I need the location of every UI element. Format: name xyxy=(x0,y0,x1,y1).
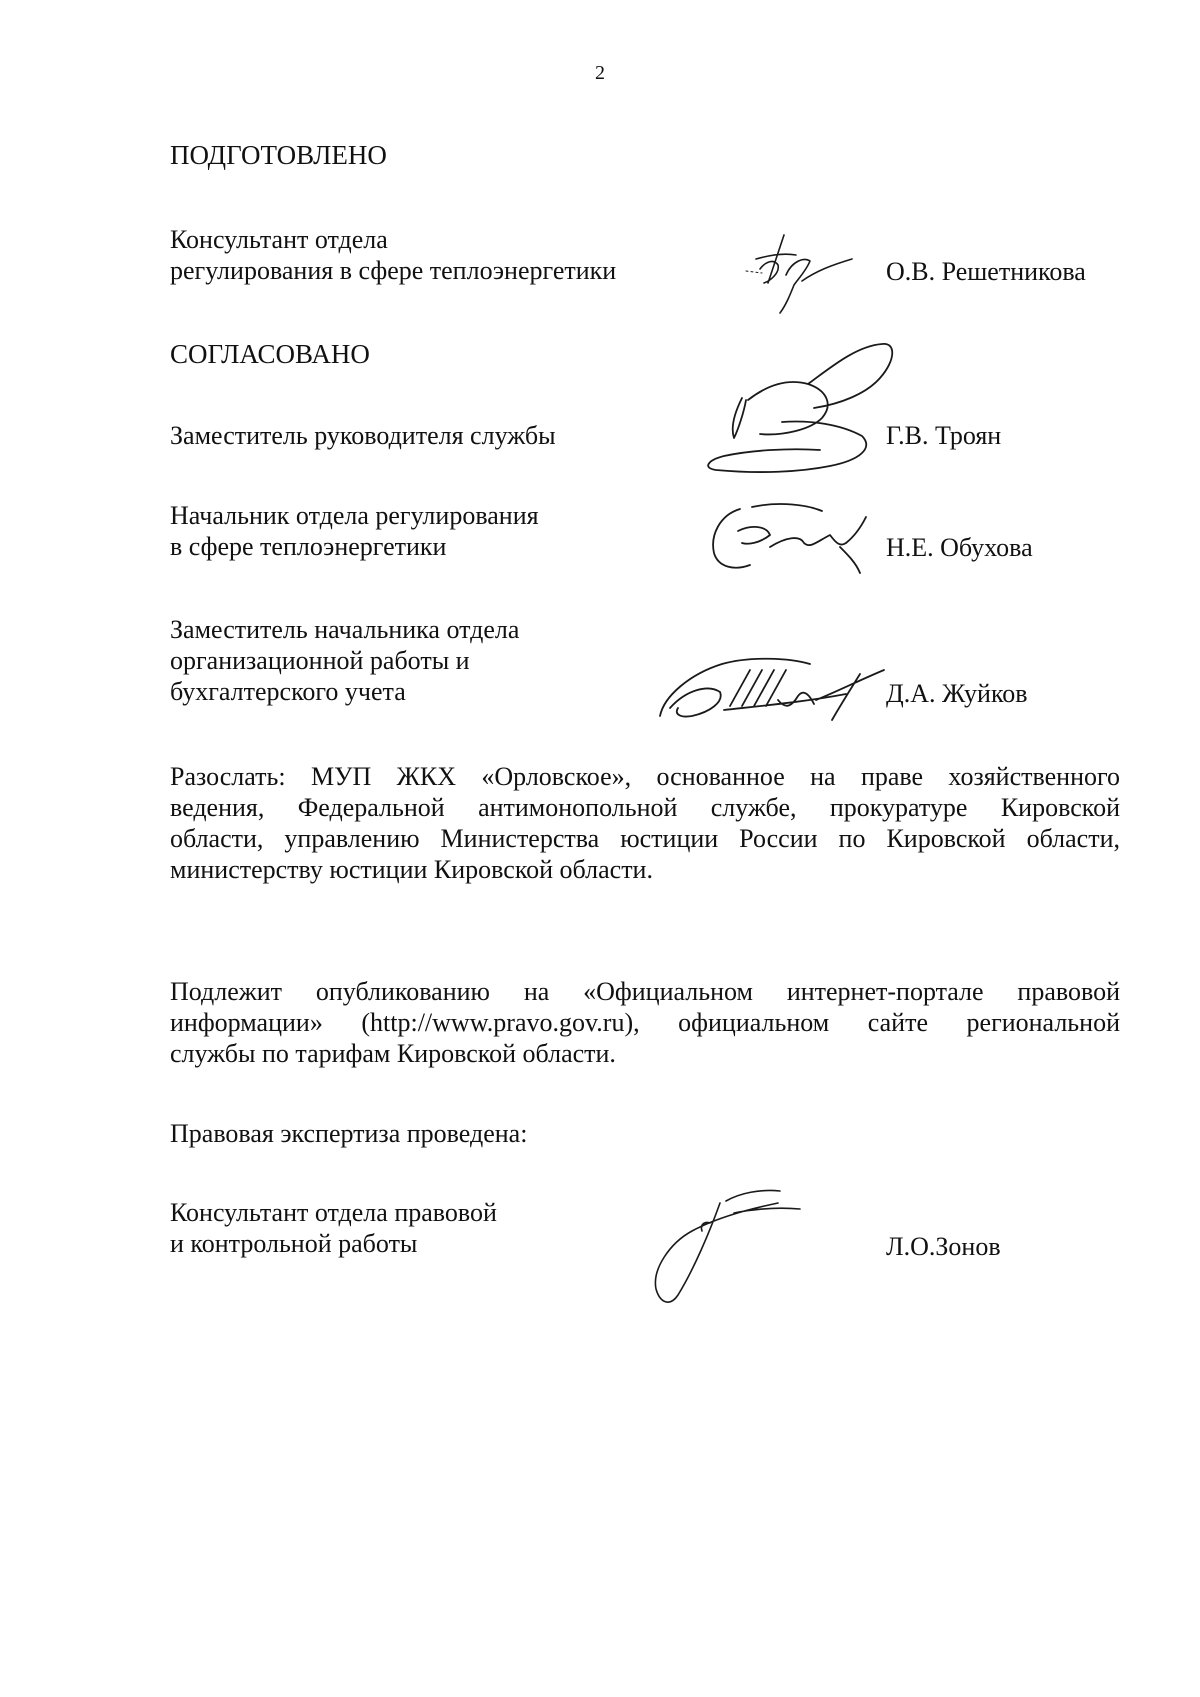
distribution-paragraph xyxy=(170,761,1120,885)
prepared-position xyxy=(170,224,690,286)
prepared-position-line: Консультант отдела xyxy=(170,225,388,254)
signer-position-line: Заместитель руководителя службы xyxy=(170,421,556,450)
signer-position-line: организационной работы и xyxy=(170,646,470,675)
page-number: 2 xyxy=(595,62,605,84)
legal-review-position-line: и контрольной работы xyxy=(170,1229,418,1258)
distribution-line: Разослать: МУП ЖКХ «Орловское», основанное на праве хозяйственного xyxy=(170,762,1120,791)
publication-line: службы по тарифам Кировской области. xyxy=(170,1039,616,1068)
prepared-name: О.В. Решетникова xyxy=(886,257,1086,286)
legal-review-position xyxy=(170,1197,690,1259)
signer-position xyxy=(170,420,690,451)
legal-review-heading: Правовая экспертиза проведена: xyxy=(170,1119,528,1148)
publication-line: Подлежит опубликованию на «Официальном интернет-портале правовой xyxy=(170,977,1120,1006)
signer-name: Н.Е. Обухова xyxy=(886,533,1033,562)
signer-position xyxy=(170,500,690,562)
signature-obukhova xyxy=(690,495,870,585)
prepared-heading: ПОДГОТОВЛЕНО xyxy=(170,140,387,170)
publication-line: информации» (http://www.pravo.gov.ru), официальном сайте региональной xyxy=(170,1008,1120,1037)
signer-position xyxy=(170,614,690,707)
legal-review-position-line: Консультант отдела правовой xyxy=(170,1198,497,1227)
signer-position-line: Начальник отдела регулирования xyxy=(170,501,539,530)
publication-paragraph xyxy=(170,976,1120,1069)
signature-troyan xyxy=(690,338,910,493)
agreed-heading: СОГЛАСОВАНО xyxy=(170,339,370,369)
prepared-position-line: регулирования в сфере теплоэнергетики xyxy=(170,256,617,285)
signature-zhuykov xyxy=(640,650,900,735)
distribution-line: области, управлению Министерства юстиции России по Кировской области, xyxy=(170,824,1120,853)
signature-reshetnikova xyxy=(740,225,860,320)
legal-review-name: Л.О.Зонов xyxy=(886,1232,1001,1261)
signature-zonov xyxy=(630,1185,820,1315)
signer-position-line: бухгалтерского учета xyxy=(170,677,406,706)
distribution-line: министерству юстиции Кировской области. xyxy=(170,855,653,884)
signer-name: Г.В. Троян xyxy=(886,421,1002,450)
distribution-line: ведения, Федеральной антимонопольной службе, прокуратуре Кировской xyxy=(170,793,1120,822)
signer-position-line: в сфере теплоэнергетики xyxy=(170,532,447,561)
signer-position-line: Заместитель начальника отдела xyxy=(170,615,520,644)
signer-name: Д.А. Жуйков xyxy=(886,679,1028,708)
